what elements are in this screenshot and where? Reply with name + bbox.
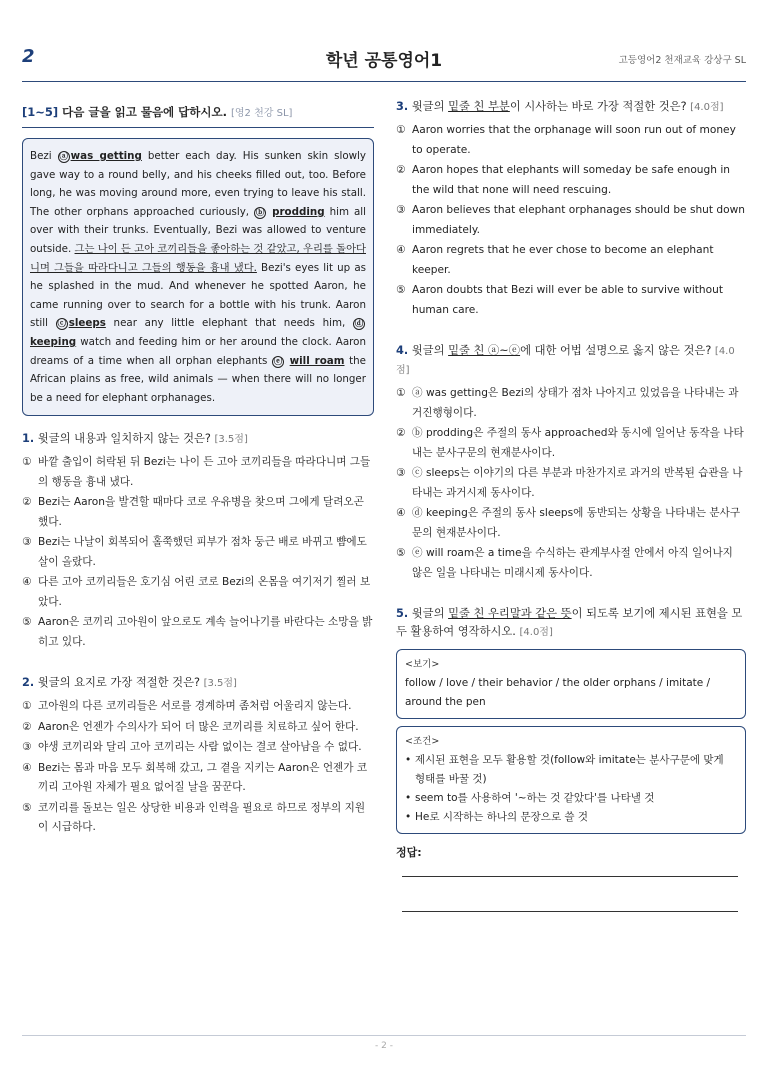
- option-mark: ②: [396, 427, 406, 439]
- option-text: ⓑ prodding은 주절의 동사 approached와 동시에 일어난 동작을 나타내는 분사구문의 현재분사이다.: [412, 427, 744, 459]
- grade-number: 2: [22, 46, 35, 67]
- option-1[interactable]: [22, 453, 374, 492]
- question-number: 1.: [22, 432, 35, 446]
- question-5: [396, 605, 746, 912]
- option-4[interactable]: [396, 504, 746, 543]
- section-instruction: 다음 글을 읽고 물음에 답하시오.: [62, 105, 227, 119]
- option-text: Aaron은 언젠가 수의사가 되어 더 많은 코끼리를 치료하고 싶어 한다.: [38, 720, 359, 733]
- passage-text: him all over with their trunks. Eventually, Bezi was allowed to venture outside.: [30, 205, 366, 255]
- page-title: 학년 공통영어1: [325, 51, 443, 71]
- condition-text: seem to를 사용하여 '~하는 것 같았다'를 나타낼 것: [415, 792, 655, 804]
- option-2[interactable]: [22, 718, 374, 738]
- word-bank-text: follow / love / their behavior / the older orphans / imitate / around the pen: [405, 677, 711, 708]
- question-text: 윗글의: [411, 344, 449, 357]
- option-text: Aaron regrets that he ever chose to become an elephant keeper.: [412, 244, 714, 276]
- option-mark: ③: [22, 536, 32, 549]
- question-3-title: [396, 98, 746, 117]
- passage-text: near any little elephant that needs him,: [105, 317, 353, 330]
- condition-item: • 제시된 표현을 모두 활용할 것(follow와 imitate는 분사구문에 맞게 형태를 바꿀 것): [405, 751, 737, 789]
- marker-b: ⓑ: [255, 207, 265, 218]
- question-number: 2.: [22, 676, 35, 690]
- option-text: Aaron hopes that elephants will someday be safe enough in the wild that none will need rescuing.: [412, 164, 730, 196]
- question-underlined: 밑줄 친 ⓐ~ⓔ: [448, 344, 521, 357]
- left-column: [22, 104, 374, 839]
- question-points: [4.0점]: [519, 627, 553, 638]
- page-number: - 2 -: [375, 1041, 393, 1051]
- question-number: 4.: [396, 344, 409, 357]
- question-2: [22, 674, 374, 838]
- option-text: ⓓ keeping은 주절의 동사 sleeps에 동반되는 상황을 나타내는 분사구문의 현재분사이다.: [412, 507, 741, 539]
- option-mark: ③: [396, 204, 406, 216]
- question-text: 이 시사하는 바로 가장 적절한 것은?: [509, 100, 687, 113]
- underlined-e: will roam: [289, 354, 345, 367]
- question-text: 에 대한 어법 설명으로 옳지 않은 것은?: [520, 344, 712, 357]
- option-text: 야생 코끼리와 달리 고아 코끼리는 사람 없이는 결코 살아남을 수 없다.: [38, 741, 362, 754]
- question-text: 이 되도록 보기에 제시된 표현을 모두 활용하여 영작하시오.: [396, 607, 743, 638]
- option-text: 코끼리를 돌보는 일은 상당한 비용과 인력을 필요로 하므로 정부의 지원이 시급하다.: [38, 801, 366, 834]
- option-1[interactable]: [396, 121, 746, 160]
- passage-text: Bezi: [30, 150, 58, 162]
- question-points: [4.0점]: [690, 102, 724, 113]
- marker-d: ⓓ: [354, 319, 364, 330]
- option-3[interactable]: [396, 464, 746, 503]
- answer-label: 정답:: [396, 846, 422, 859]
- question-range: [1~5]: [22, 105, 59, 119]
- condition-text: He로 시작하는 하나의 문장으로 쓸 것: [415, 811, 589, 823]
- option-mark: ③: [396, 467, 406, 479]
- marker-a: ⓐ: [59, 152, 68, 162]
- option-4[interactable]: [22, 759, 374, 798]
- question-3: [396, 98, 746, 320]
- option-text: 다른 고아 코끼리들은 호기심 어린 코로 Bezi의 온몸을 여기저기 찔러 보았다.: [38, 576, 371, 608]
- word-bank-box: [396, 649, 746, 719]
- question-text: 윗글의 내용과 일치하지 않는 것은?: [37, 432, 211, 446]
- marker-e: ⓔ: [273, 356, 283, 367]
- option-5[interactable]: [396, 281, 746, 320]
- question-points: [3.5점]: [214, 434, 248, 446]
- conditions-box: [396, 726, 746, 834]
- question-1-title: [22, 430, 374, 449]
- option-text: ⓔ will roam은 a time을 수식하는 관계부사절 안에서 아직 일어나지 않은 일을 나타내는 미래시제 동사이다.: [412, 547, 733, 579]
- question-4-title: [396, 342, 746, 380]
- question-5-title: [396, 605, 746, 642]
- option-mark: ②: [396, 164, 406, 176]
- option-1[interactable]: [396, 384, 746, 423]
- page-header: [22, 40, 746, 82]
- option-mark: ④: [396, 507, 406, 519]
- question-number: 5.: [396, 607, 409, 620]
- passage-text: the African plains as free, wild animals — when there will no longer be a need for elephant orphanages.: [30, 354, 367, 404]
- option-text: Aaron worries that the orphanage will soon run out of money to operate.: [412, 124, 736, 156]
- condition-item: • seem to를 사용하여 '~하는 것 같았다'를 나타낼 것: [405, 789, 737, 808]
- option-text: ⓒ sleeps는 이야기의 다른 부분과 마찬가지로 과거의 반복된 습관을 나타내는 과거시제 동사이다.: [412, 467, 743, 499]
- answer-line-2[interactable]: [402, 911, 738, 912]
- question-points: [3.5점]: [203, 678, 237, 690]
- option-text: Aaron은 코끼리 고아원이 앞으로도 계속 늘어나기를 바란다는 소망을 밝히고 있다.: [38, 616, 373, 648]
- word-bank-label: <보기>: [405, 659, 440, 670]
- question-underlined: 밑줄 친 우리말과 같은 뜻: [448, 607, 572, 620]
- underlined-c: sleeps: [68, 317, 106, 330]
- option-mark: ①: [396, 124, 406, 136]
- question-points: [4.0점]: [396, 346, 735, 376]
- option-3[interactable]: [396, 201, 746, 240]
- question-text: 윗글의 요지로 가장 적절한 것은?: [37, 676, 200, 690]
- header-meta: 고등영어2 천재교육 강상구 SL: [618, 55, 746, 66]
- option-4[interactable]: [396, 241, 746, 280]
- answer-line-1[interactable]: [402, 876, 738, 877]
- option-5[interactable]: [22, 799, 374, 838]
- question-4: [396, 342, 746, 583]
- condition-text: 제시된 표현을 모두 활용할 것(follow와 imitate는 분사구문에 맞게 형태를 바꿀 것): [415, 754, 724, 785]
- question-underlined: 밑줄 친 부분: [448, 100, 510, 113]
- option-text: Bezi는 몸과 마음 모두 회복해 갔고, 그 곁을 지키는 Aaron은 언젠가 코끼리 고아원 자체가 필요 없어질 날을 꿈꾼다.: [38, 761, 368, 794]
- option-text: Bezi는 나날이 회복되어 홀쭉했던 피부가 점차 둥근 배로 바뀌고 뺨에도 살이 올랐다.: [38, 536, 367, 568]
- question-text: 윗글의: [411, 607, 449, 620]
- underlined-b: prodding: [272, 205, 325, 218]
- option-2[interactable]: [22, 493, 374, 532]
- question-2-title: [22, 674, 374, 693]
- option-mark: ①: [22, 700, 32, 713]
- reading-passage: [22, 138, 374, 416]
- option-text: 고아원의 다른 코끼리들은 서로를 경계하며 좀처럼 어울리지 않는다.: [38, 700, 352, 713]
- option-2[interactable]: [396, 161, 746, 200]
- option-2[interactable]: [396, 424, 746, 463]
- underlined-korean: 그는 나이 든 고아 코끼리들을 좋아하는 것 같았고, 우리를 돌아다니며 그들을 따라다니고 그들의 행동을 흉내 냈다.: [30, 242, 366, 274]
- option-text: Bezi는 Aaron을 발견할 때마다 코로 우유병을 찾으며 그에게 달려오곤 했다.: [38, 496, 364, 528]
- option-mark: ②: [22, 496, 32, 509]
- option-mark: ③: [22, 741, 32, 754]
- underlined-d: keeping: [30, 335, 77, 348]
- option-text: ⓐ was getting은 Bezi의 상태가 점차 나아지고 있었음을 나타내는 과거진행형이다.: [412, 387, 739, 419]
- option-mark: ④: [22, 761, 32, 774]
- conditions-label: <조건>: [405, 736, 440, 747]
- option-mark: ①: [396, 387, 406, 399]
- option-mark: ②: [22, 720, 32, 733]
- option-text: 바깥 출입이 허락된 뒤 Bezi는 나이 든 고아 코끼리들을 따라다니며 그들의 행동을 흉내 냈다.: [38, 456, 371, 488]
- passage-text: better each day. His sunken skin slowly gave way to a round belly, and his cheeks filled out, too. Before long, he was moving around more, even trying to leave his stall. The other orphans approached curiously,: [30, 150, 366, 218]
- option-text: Aaron doubts that Bezi will ever be able to survive without human care.: [412, 284, 723, 316]
- option-mark: ④: [22, 576, 32, 589]
- passage-text: watch and feeding him or her around the clock. Aaron dreams of a time when all orphan elephants: [30, 335, 366, 367]
- underlined-a: was getting: [70, 150, 142, 162]
- option-3[interactable]: [22, 738, 374, 758]
- page-footer: [22, 1035, 746, 1051]
- question-1: [22, 430, 374, 652]
- section-source: [영2 천강 SL]: [231, 108, 293, 119]
- option-4[interactable]: [22, 573, 374, 612]
- option-5[interactable]: [22, 613, 374, 652]
- question-number: 3.: [396, 100, 409, 113]
- condition-item: • He로 시작하는 하나의 문장으로 쓸 것: [405, 808, 737, 827]
- option-3[interactable]: [22, 533, 374, 572]
- marker-c: ⓒ: [57, 319, 66, 330]
- passage-text: Bezi's eyes lit up as he splashed in the mud. And whenever he spotted Aaron, he came running over to search for a bottle with his trunk. Aaron still: [30, 261, 366, 330]
- option-mark: ⑤: [396, 284, 406, 296]
- question-text: 윗글의: [411, 100, 449, 113]
- option-mark: ④: [396, 244, 406, 256]
- option-mark: ⑤: [396, 547, 406, 559]
- option-mark: ⑤: [22, 616, 32, 629]
- option-1[interactable]: [22, 697, 374, 717]
- option-5[interactable]: [396, 544, 746, 583]
- option-text: Aaron believes that elephant orphanages should be shut down immediately.: [412, 204, 745, 236]
- option-mark: ①: [22, 456, 32, 469]
- option-mark: ⑤: [22, 801, 32, 814]
- section-title: [22, 104, 374, 128]
- right-column: [396, 98, 746, 912]
